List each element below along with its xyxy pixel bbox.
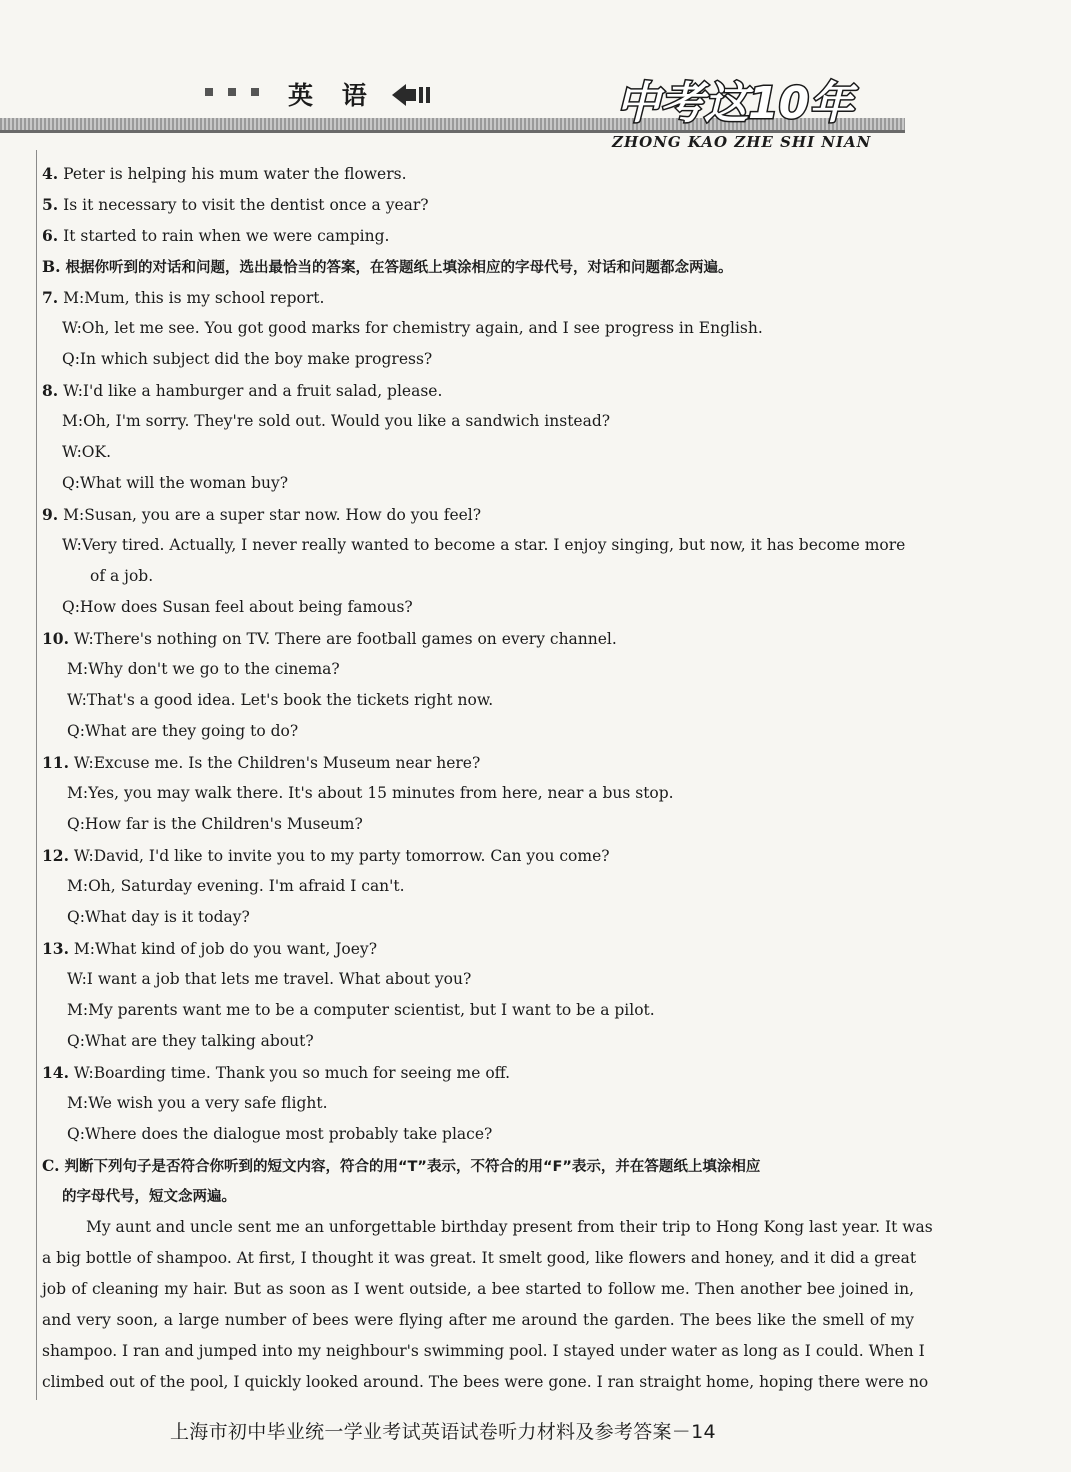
line-text: Q:In which subject did the boy make progress? <box>62 350 433 368</box>
transcript-line <box>42 809 914 840</box>
item-number: 9. <box>42 505 59 524</box>
line-text: Peter is helping his mum water the flowers. <box>58 165 407 183</box>
line-text: Q:What are they going to do? <box>67 722 299 740</box>
line-text: Q:How far is the Children's Museum? <box>67 815 363 833</box>
line-text: W:I'd like a hamburger and a fruit salad, please. <box>58 382 443 400</box>
item-number: 12. <box>42 846 69 865</box>
line-text: M:Susan, you are a super star now. How do you feel? <box>58 506 482 524</box>
line-text: M:Oh, I'm sorry. They're sold out. Would you like a sandwich instead? <box>62 412 611 430</box>
transcript-line <box>42 995 914 1026</box>
line-text: W:Boarding time. Thank you so much for seeing me off. <box>68 1064 511 1082</box>
passage-line: climbed out of the pool, I quickly looked around. The bees were gone. I ran straight home, hoping there were no <box>42 1373 929 1391</box>
line-text: W:I want a job that lets me travel. What about you? <box>67 970 472 988</box>
line-text: W:David, I'd like to invite you to my party tomorrow. Can you come? <box>68 847 610 865</box>
line-text: W:There's nothing on TV. There are football games on every channel. <box>68 630 617 648</box>
passage-line: and very soon, a large number of bees were flying after me around the garden. The bees like the smell of my <box>42 1311 914 1329</box>
line-text: M:Oh, Saturday evening. I'm afraid I can't. <box>67 877 405 895</box>
page-header <box>0 0 1071 160</box>
transcript-line <box>42 964 914 995</box>
header-dots <box>205 88 259 96</box>
transcript-line <box>42 840 914 871</box>
transcript-line <box>42 158 914 189</box>
line-text: M:What kind of job do you want, Joey? <box>68 940 378 958</box>
passage-line: a big bottle of shampoo. At first, I thought it was great. It smelt good, like flowers and honey, and it did a great <box>42 1249 917 1267</box>
item-number: C. <box>42 1156 60 1175</box>
line-text: W:OK. <box>62 443 112 461</box>
line-text: M:Yes, you may walk there. It's about 15 minutes from here, near a bus stop. <box>67 784 674 802</box>
item-number: 10. <box>42 629 69 648</box>
line-text: It started to rain when we were camping. <box>58 227 390 245</box>
margin-line <box>36 150 37 1400</box>
passage-line: shampoo. I ran and jumped into my neighbour's swimming pool. I stayed under water as long as I could. When I <box>42 1342 925 1360</box>
page-footer: 上海市初中毕业统一学业考试英语试卷听力材料及参考答案－14 <box>170 1421 716 1443</box>
logo-text: 中考这10年 <box>616 78 854 129</box>
item-number: 11. <box>42 753 69 772</box>
transcript-line <box>42 1119 914 1150</box>
item-number: 7. <box>42 288 59 307</box>
transcript-line <box>42 561 914 592</box>
transcript-line <box>42 375 914 406</box>
line-text: Q:Where does the dialogue most probably take place? <box>67 1125 493 1143</box>
transcript-line <box>42 530 914 561</box>
line-text: Q:What will the woman buy? <box>62 474 289 492</box>
transcript-line <box>42 933 914 964</box>
passage-line: My aunt and uncle sent me an unforgettable birthday present from their trip to Hong Kong last year. It was <box>86 1218 933 1236</box>
item-number: B. <box>42 257 61 276</box>
line-text: 的字母代号，短文念两遍。 <box>62 1189 236 1205</box>
transcript-line <box>42 654 914 685</box>
arrow-icon <box>392 82 434 108</box>
transcript-line <box>42 468 914 499</box>
transcript-line <box>42 778 914 809</box>
transcript-line <box>42 1088 914 1119</box>
transcript-line <box>42 220 914 251</box>
logo-subtitle: ZHONG KAO ZHE SHI NIAN <box>612 133 872 151</box>
transcript-line <box>42 282 914 313</box>
transcript-line <box>42 685 914 716</box>
transcript-line <box>42 344 914 375</box>
line-text: Q:What day is it today? <box>67 908 250 926</box>
transcript-line <box>42 623 914 654</box>
transcript-line <box>42 1181 914 1212</box>
subject-title: 英 语 <box>288 81 377 110</box>
transcript-line <box>42 871 914 902</box>
line-text: M:Mum, this is my school report. <box>58 289 325 307</box>
line-text: M:We wish you a very safe flight. <box>67 1094 328 1112</box>
line-text: M:Why don't we go to the cinema? <box>67 660 340 678</box>
transcript-line <box>42 716 914 747</box>
line-text: Q:What are they talking about? <box>67 1032 314 1050</box>
transcript-line <box>42 1150 914 1181</box>
line-text: of a job. <box>90 567 154 585</box>
transcript-line <box>42 1026 914 1057</box>
line-text: 判断下列句子是否符合你听到的短文内容，符合的用“T”表示，不符合的用“F”表示，并在答题纸上填涂相应 <box>59 1159 761 1175</box>
transcript-line <box>42 1057 914 1088</box>
item-number: 8. <box>42 381 59 400</box>
line-text: 根据你听到的对话和问题，选出最恰当的答案，在答题纸上填涂相应的字母代号，对话和问题都念两遍。 <box>60 260 733 276</box>
line-text: W:Excuse me. Is the Children's Museum near here? <box>68 754 481 772</box>
item-number: 5. <box>42 195 59 214</box>
line-text: Q:How does Susan feel about being famous? <box>62 598 413 616</box>
transcript-line <box>42 592 914 623</box>
passage-line: job of cleaning my hair. But as soon as I went outside, a bee started to follow me. Then another bee joined in, <box>42 1280 914 1298</box>
item-number: 14. <box>42 1063 69 1082</box>
transcript-lines <box>42 158 914 1212</box>
transcript-line <box>42 747 914 778</box>
page-content <box>42 158 933 1398</box>
line-text: W:Oh, let me see. You got good marks for chemistry again, and I see progress in English. <box>62 319 763 337</box>
line-text: W:That's a good idea. Let's book the tickets right now. <box>67 691 494 709</box>
line-text: Is it necessary to visit the dentist once a year? <box>58 196 429 214</box>
transcript-line <box>42 313 914 344</box>
transcript-line <box>42 499 914 530</box>
item-number: 13. <box>42 939 69 958</box>
transcript-line <box>42 437 914 468</box>
item-number: 4. <box>42 164 59 183</box>
line-text: W:Very tired. Actually, I never really wanted to become a star. I enjoy singing, but now, it has become more <box>62 536 906 554</box>
item-number: 6. <box>42 226 59 245</box>
transcript-line <box>42 189 914 220</box>
passage <box>42 1212 933 1398</box>
logo-mark <box>612 66 912 132</box>
transcript-line <box>42 251 914 282</box>
transcript-line <box>42 902 914 933</box>
transcript-line <box>42 406 914 437</box>
line-text: M:My parents want me to be a computer scientist, but I want to be a pilot. <box>67 1001 655 1019</box>
